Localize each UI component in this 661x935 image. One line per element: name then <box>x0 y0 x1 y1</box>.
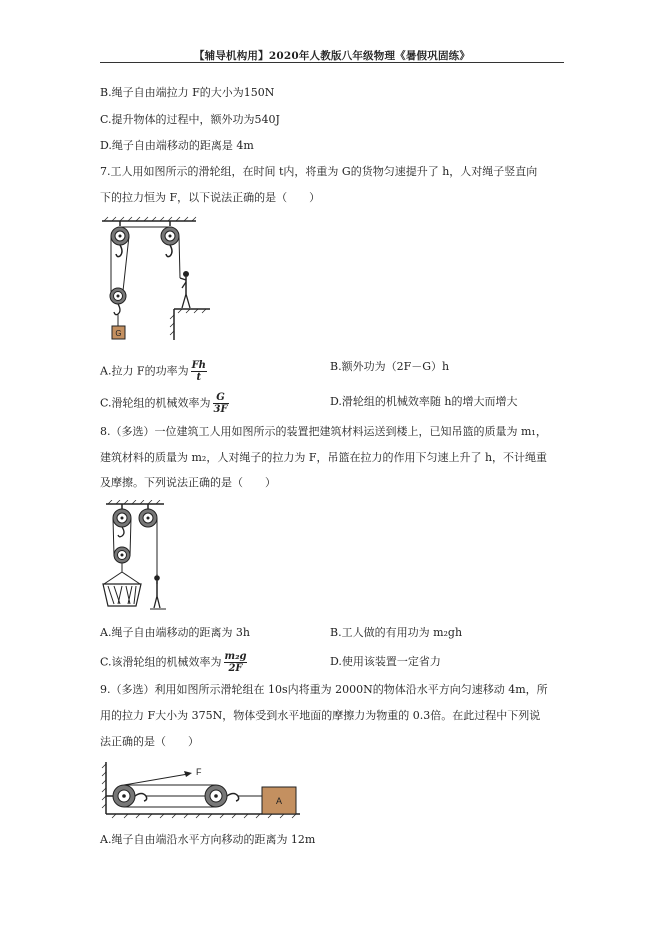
q7-option-a-fraction <box>191 360 207 383</box>
q9-stem-line2: 用的拉力 F大小为 375N，物体受到水平地面的摩擦力为物重的 0.3倍。在此过程中下列说 <box>100 709 541 722</box>
header-rule <box>100 62 564 63</box>
q8-option-c <box>100 651 247 674</box>
fraction-denominator: t <box>196 372 202 383</box>
q8-pulley-figure <box>100 500 180 612</box>
q9-option-a: A.绳子自由端沿水平方向移动的距离为 12m <box>100 833 316 846</box>
q8-stem-line2: 建筑材料的质量为 m₂，人对绳子的拉力为 F，吊篮在拉力的作用下匀速上升了 h，不计绳重 <box>100 451 548 464</box>
q7-option-a <box>100 360 207 383</box>
fraction-numerator: G <box>213 392 229 404</box>
q7-weight-label: G <box>115 329 122 338</box>
q7-option-c-fraction <box>213 392 229 415</box>
q7-stem-line1: 7.工人用如图所示的滑轮组，在时间 t内，将重为 G的货物匀速提升了 h，人对绳子竖直向 <box>100 165 538 178</box>
q7-stem-line2: 下的拉力恒为 F，以下说法正确的是（ ） <box>100 191 321 204</box>
q9-stem-line3: 法正确的是（ ） <box>100 735 199 748</box>
q6-option-b: B.绳子自由端拉力 F的大小为150N <box>100 86 275 99</box>
q9-force-label: F <box>196 767 202 777</box>
page-header: 【辅导机构用】2020年人教版八年级物理《暑假巩固练》 <box>193 50 471 62</box>
q9-block-label: A <box>275 796 283 806</box>
q8-option-a: A.绳子自由端移动的距离为 3h <box>100 626 251 639</box>
q9-pulley-figure <box>100 760 306 822</box>
q7-option-c <box>100 392 229 415</box>
q7-option-c-text: C.滑轮组的机械效率为 <box>100 396 211 410</box>
q9-stem-line1: 9.（多选）利用如图所示滑轮组在 10s内将重为 2000N的物体沿水平方向匀速移动 4m，所 <box>100 683 548 696</box>
fraction-numerator: m₂g <box>224 651 247 662</box>
q6-option-c: C.提升物体的过程中，额外功为540J <box>100 113 280 126</box>
q8-stem-line1: 8.（多选）一位建筑工人用如图所示的装置把建筑材料运送到楼上，已知吊篮的质量为 m₁， <box>100 425 547 438</box>
q7-option-a-text: A.拉力 F的功率为 <box>100 364 189 378</box>
q6-option-d: D.绳子自由端移动的距离是 4m <box>100 139 254 152</box>
q8-option-c-text: C.该滑轮组的机械效率为 <box>100 655 222 669</box>
q8-option-c-fraction <box>224 651 248 674</box>
q8-option-b: B.工人做的有用功为 m₂gh <box>330 626 463 639</box>
fraction-numerator: Fh <box>191 360 206 371</box>
q7-pulley-figure <box>100 216 212 342</box>
fraction-denominator: 3F <box>213 404 228 415</box>
q8-option-d: D.使用该装置一定省力 <box>330 655 441 668</box>
q7-option-b: B.额外功为（2F－G）h <box>330 360 450 373</box>
q7-option-d: D.滑轮组的机械效率随 h的增大而增大 <box>330 395 518 408</box>
fraction-denominator: 2F <box>228 663 243 674</box>
q8-stem-line3: 及摩擦。下列说法正确的是（ ） <box>100 476 276 489</box>
